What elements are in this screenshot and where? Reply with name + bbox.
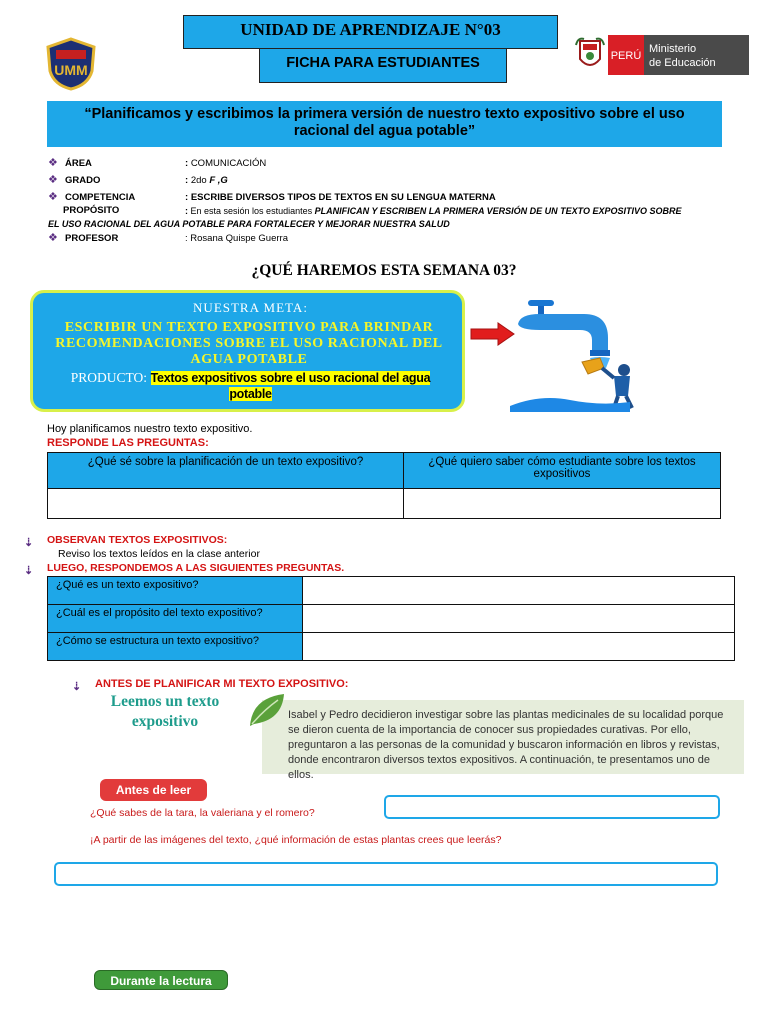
teacher-label: PROFESOR [65, 233, 119, 244]
purpose-intro: En esta sesión los estudiantes [190, 206, 313, 216]
reading-title: Leemos un texto expositivo [110, 693, 220, 730]
respond-heading: RESPONDE LAS PREGUNTAS: [47, 437, 209, 449]
questions-table [47, 576, 735, 661]
info-teacher-row [48, 233, 748, 247]
before-reading-pill: Antes de leer [100, 779, 207, 801]
week-title: ¿QUÉ HAREMOS ESTA SEMANA 03? [251, 262, 517, 279]
diamond-bullet-icon: ❖ [48, 157, 58, 169]
observe-heading: OBSERVAN TEXTOS EXPOSITIVOS: [47, 534, 228, 546]
down-arrow-bullet-icon: ⇣ [72, 681, 82, 693]
observe-subtext: Reviso los textos leídos en la clase anterior [58, 548, 260, 560]
down-arrow-bullet-icon: ⇣ [24, 565, 34, 577]
purpose-bold-2: EL USO RACIONAL DEL AGUA POTABLE PARA FORTALECER Y MEJORAR NUESTRA SALUD [48, 219, 450, 229]
school-logo-text: UMM [54, 62, 88, 78]
know-answer-1[interactable] [48, 489, 404, 519]
during-reading-pill: Durante la lectura [94, 970, 228, 990]
leaf-icon [246, 690, 290, 730]
before-reading-q1: ¿Qué sabes de la tara, la valeriana y el romero? [90, 807, 315, 819]
answer-q2-input[interactable] [54, 862, 718, 886]
diamond-bullet-icon: ❖ [48, 232, 58, 244]
unit-title: UNIDAD DE APRENDIZAJE N°03 [183, 15, 558, 49]
competence-value: ESCRIBE DIVERSOS TIPOS DE TEXTOS EN SU LENGUA MATERNA [190, 192, 496, 203]
product-value: Textos expositivos sobre el uso racional del agua potable [150, 371, 431, 401]
answer-3[interactable] [303, 633, 735, 661]
school-crest-icon [44, 37, 98, 91]
competence-label: COMPETENCIA [65, 192, 136, 203]
answer-1[interactable] [303, 577, 735, 605]
question-3: ¿Cómo se estructura un texto expositivo? [48, 633, 303, 661]
info-area-row [48, 158, 748, 172]
colon: : [185, 175, 189, 186]
ministry-name-2: de Educación [649, 57, 716, 69]
peru-shield-icon [576, 39, 604, 65]
red-arrow-icon [470, 322, 515, 346]
answer-q1-input[interactable] [384, 795, 720, 819]
ministry-name-1: Ministerio [649, 43, 697, 55]
faucet-illustration [510, 296, 645, 414]
area-label: ÁREA [65, 158, 92, 169]
know-table [47, 452, 721, 519]
grade-value: 2do [190, 175, 207, 186]
diamond-bullet-icon: ❖ [48, 191, 58, 203]
sheet-title: FICHA PARA ESTUDIANTES [259, 48, 507, 83]
info-grade-row [48, 175, 748, 189]
goal-box [30, 290, 465, 412]
session-title: “Planificamos y escribimos la primera versión de nuestro texto expositivo sobre el uso racional del agua potable” [47, 101, 722, 147]
down-arrow-bullet-icon: ⇣ [24, 537, 34, 549]
q2-prefix: ¡ [90, 834, 94, 846]
colon: : [185, 233, 188, 244]
intro-line: Hoy planificamos nuestro texto expositivo. [47, 423, 253, 435]
info-competence-row [48, 192, 748, 206]
know-answer-2[interactable] [404, 489, 721, 519]
answer-2[interactable] [303, 605, 735, 633]
area-value: COMUNICACIÓN [190, 158, 267, 169]
purpose-label: PROPÓSITO [63, 205, 120, 216]
reading-passage: Isabel y Pedro decidieron investigar sobre las plantas medicinales de su localidad porque se dieron cuenta de la importancia de conocer sus propiedades curativas. Por ello, preguntaron a las personas de la comunidad y buscaron información en libros y revistas, donde encontraron diversos textos expositivos. A continuación, te presentamos uno de ellos. [262, 700, 744, 774]
grade-sections: F ,G [209, 175, 228, 186]
ministry-logo [574, 35, 749, 75]
know-col1-header: ¿Qué sé sobre la planificación de un texto expositivo? [48, 453, 404, 489]
info-purpose-row-2 [48, 218, 748, 232]
ministry-country: PERÚ [610, 50, 642, 62]
colon: : [185, 158, 189, 169]
goal-text: ESCRIBIR UN TEXTO EXPOSITIVO PARA BRINDAR RECOMENDACIONES SOBRE EL USO RACIONAL DEL AGUA POTABLE [55, 320, 443, 367]
product-label: PRODUCTO: [70, 370, 148, 385]
before-reading-q2-row [90, 834, 501, 846]
grade-label: GRADO [65, 175, 101, 186]
colon: : [185, 192, 189, 203]
product-row [53, 370, 448, 402]
purpose-bold-1: PLANIFICAN Y ESCRIBEN LA PRIMERA VERSIÓN DE UN TEXTO EXPOSITIVO SOBRE [314, 206, 682, 216]
know-col2-header: ¿Qué quiero saber cómo estudiante sobre los textos expositivos [404, 453, 721, 489]
info-purpose-row [48, 205, 748, 219]
teacher-value: Rosana Quispe Guerra [190, 233, 288, 244]
question-1: ¿Qué es un texto expositivo? [48, 577, 303, 605]
next-heading: LUEGO, RESPONDEMOS A LAS SIGUIENTES PREGUNTAS. [47, 562, 345, 574]
before-reading-q2: A partir de las imágenes del texto, ¿qué información de estas plantas crees que leerás? [93, 834, 502, 846]
goal-label: NUESTRA META: [193, 300, 308, 315]
colon: : [185, 206, 188, 216]
question-2: ¿Cuál es el propósito del texto expositivo? [48, 605, 303, 633]
diamond-bullet-icon: ❖ [48, 174, 58, 186]
school-logo [44, 37, 98, 91]
before-plan-heading: ANTES DE PLANIFICAR MI TEXTO EXPOSITIVO: [95, 678, 349, 690]
